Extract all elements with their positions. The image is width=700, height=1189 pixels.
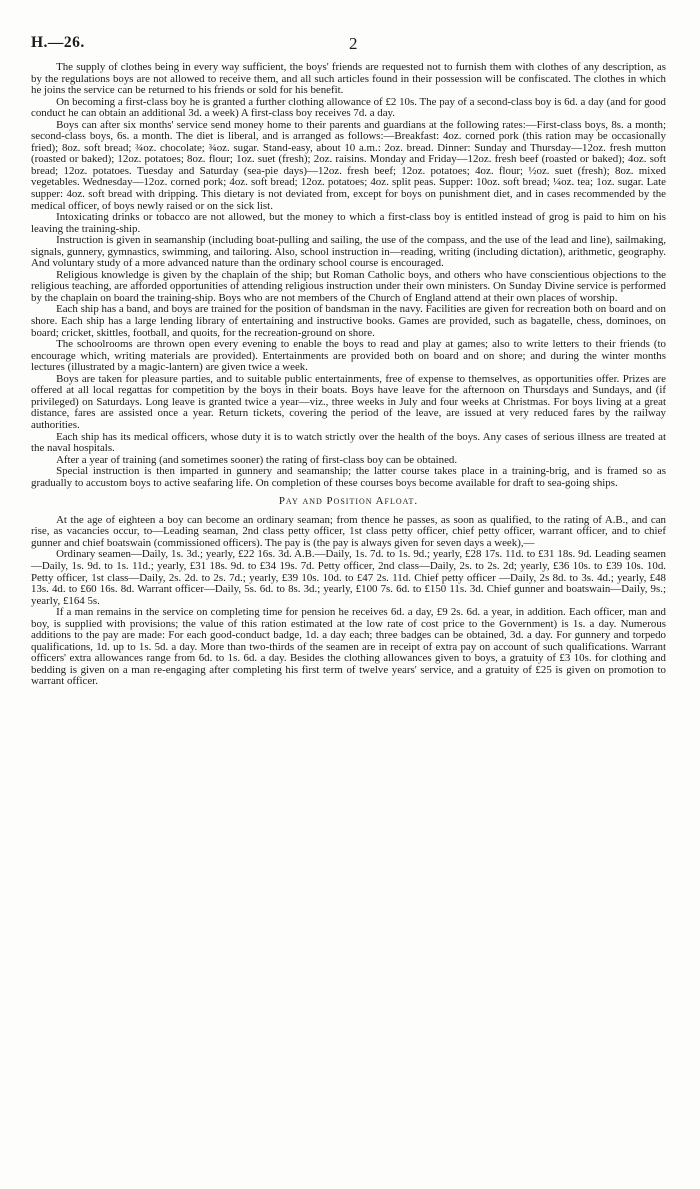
paragraph-medical-officers: Each ship has its medical officers, whose duty it is to watch strictly over the health of the boys. Any cases of serious illness are treated at the naval hospitals. <box>31 430 666 455</box>
paragraph-year-of-training: After a year of training (and sometimes sooner) the rating of first-class boy can be obtained. <box>56 453 458 466</box>
page-number: 2 <box>349 34 358 53</box>
paragraph-clothes-supply: The supply of clothes being in every way sufficient, the boys' friends are requested not to furnish them with clothes of any description, as by the regulations boys are not allowed to receive them, and all such articles found in their possession will be confiscated. The clothes in which he joins the service can be returned to his friends or sold for his benefit. <box>31 61 666 97</box>
paragraph-pay-rates: Ordinary seamen—Daily, 1s. 3d.; yearly, £22 16s. 3d. A.B.—Daily, 1s. 7d. to 1s. 9d.; yearly, £28 17s. 11d. to £31 18s. 9d. Leading seamen—Daily, 1s. 9d. to 1s. 11d.; yearly, £31 18s. 9d. to £34 19s. 7d. Petty officer, 2nd class—Daily, 2s. to 2s. 2d; yearly, £36 10s. to £39 10s. 10d. Petty officer, 1st class—Daily, 2s. 2d. to 2s. 7d.; yearly, £39 10s. 10d. to £47 2s. 11d. Chief petty officer —Daily, 2s 8d. to 3s. 4d.; yearly, £48 13s. 4d. to £60 16s. 8d. Warrant officer—Daily, 5s. 6d. to 8s. 3d.; yearly, £100 7s. 6d. to £150 11s. 3d. Chief gunner and boatswain—Daily, 9s.; yearly, £164 5s. <box>31 548 666 607</box>
paragraph-schoolrooms: The schoolrooms are thrown open every evening to enable the boys to read and play at games; also to write letters to their friends (to encourage which, writing materials are provided). Entertainments are provided both on board and on shore; and during the winter months lectures (illustrated by a magic-lantern) are given twice a week. <box>31 338 666 374</box>
document-body <box>31 62 666 688</box>
paragraph-pension-additions: If a man remains in the service on completing time for pension he receives 6d. a day, £9 2s. 6d. a year, in addition. Each officer, man and boy, is supplied with provisions; the value of this ration estimated at the low rate of cost price to the Government) is 1s. a day. Numerous additions to the pay are made: For each good-conduct badge, 1d. a day each; three badges can be obtained, 3d. a day. For gunnery and torpedo qualifications, 1d. up to 1s. 5d. a day. More than two-thirds of the seamen are in receipt of extra pay on account of such qualifications. Warrant officers' extra allowances range from 6d. to 1s. 6d. a day. Besides the clothing allowances given to boys, a gratuity of £3 10s. for clothing and bedding is given on a man re-engaging after completing his first term of twelve years' service, and a gratuity of £25 is given on promotion to warrant officer. <box>31 606 666 688</box>
paragraph-ordinary-seaman: At the age of eighteen a boy can become an ordinary seaman; from thence he passes, as soon as qualified, to the rating of A.B., and can rise, as vacancies occur, to—Leading seaman, 2nd class petty officer, 1st class petty officer, chief petty officer, warrant officer, and to chief gunner and chief boatswain (commissioned officers). The pay is (the pay is always given for seven days a week),— <box>31 513 666 549</box>
paragraph-diet: Boys can after six months' service send money home to their parents and guardians at the following rates:—First-class boys, 8s. a month; second-class boys, 6s. a month. The diet is liberal, and is arranged as follows:—Breakfast: 4oz. corned pork (this ration may be occasionally fried); 8oz. soft bread; ¾oz. chocolate; ¾oz. sugar. Stand-easy, about 10 a.m.: 2oz. bread. Dinner: Sunday and Thursday—12oz. fresh mutton (roasted or baked); 12oz. potatoes; 8oz. flour; 1oz. suet (fresh); 2oz. raisins. Monday and Friday—12oz. fresh beef (roasted or baked); 4oz. soft bread; 12oz. potatoes. Tuesday and Saturday (sea-pie days)—12oz. fresh beef; 12oz. potatoes; 4oz. flour; ½oz. suet (fresh); 8oz. mixed vegetables. Wednesday—12oz. corned pork; 4oz. soft bread; 12oz. potatoes; 4oz. split peas. Supper: 10oz. soft bread; ¼oz. tea; 1oz. sugar. Late supper: 4oz. soft bread with dripping. This dietary is not deviated from, except for boys on punishment diet, and in cases recommended by the medical officer, of boys newly raised or on the sick list. <box>31 118 666 212</box>
paragraph-band-recreation: Each ship has a band, and boys are trained for the position of bandsman in the navy. Facilities are given for recreation both on board and on shore. Each ship has a large lending library of entertaining and instructive books. Games are provided, such as bagatelle, chess, dominoes, on board; cricket, skittles, football, and quoits, for the recreation-ground on shore. <box>31 303 666 339</box>
paragraph-intoxicating-drinks: Intoxicating drinks or tobacco are not allowed, but the money to which a first-class boy is entitled instead of grog is paid to him on his leaving the training-ship. <box>31 211 666 235</box>
page-header <box>31 34 666 62</box>
paragraph-first-class-allowance: On becoming a first-class boy he is granted a further clothing allowance of £2 10s. The pay of a second-class boy is 6d. a day (and for good conduct he can obtain an additional 3d. a week) A first-class boy receives 7d. a day. <box>31 95 666 120</box>
paragraph-special-instruction: Special instruction is then imparted in gunnery and seamanship; the latter course takes place in a training-brig, and is framed so as gradually to accustom boys to active seafaring life. On completion of these courses boys become available for draft to sea-going ships. <box>31 465 666 489</box>
document-reference: H.—26. <box>31 34 85 51</box>
paragraph-instruction: Instruction is given in seamanship (including boat-pulling and sailing, the use of the compass, and the use of the lead and line), sailmaking, signals, gunnery, gymnastics, swimming, and tailoring. Also, school instruction in—reading, writing (including dictation), arithmetic, geography. And voluntary study of a more advanced nature than the ordinary school course is encouraged. <box>31 234 666 270</box>
paragraph-pleasure-parties: Boys are taken for pleasure parties, and to suitable public entertainments, free of expense to themselves, as opportunities offer. Prizes are offered at all local regattas for competition by the boys in their boats. Boys have leave for the afternoon on Thursdays and Sundays, and (if privileged) on Saturdays. Long leave is granted twice a year—viz., three weeks in July and four weeks at Christmas. For boys living at a great distance, fares are assisted once a year. Return tickets, covering the period of the leave, are issued at very reduced fares by the railway authorities. <box>31 372 666 431</box>
section-heading: Pay and Position Afloat. <box>278 495 419 508</box>
paragraph-religious-knowledge: Religious knowledge is given by the chaplain of the ship; but Roman Catholic boys, and others who have conscientious objections to the religious teaching, are afforded opportunities of attending religious instruction under their own ministers. On Sunday Divine service is performed by the chaplain on board the training-ship. Boys who are not members of the Church of England attend at their own places of worship. <box>31 268 666 304</box>
